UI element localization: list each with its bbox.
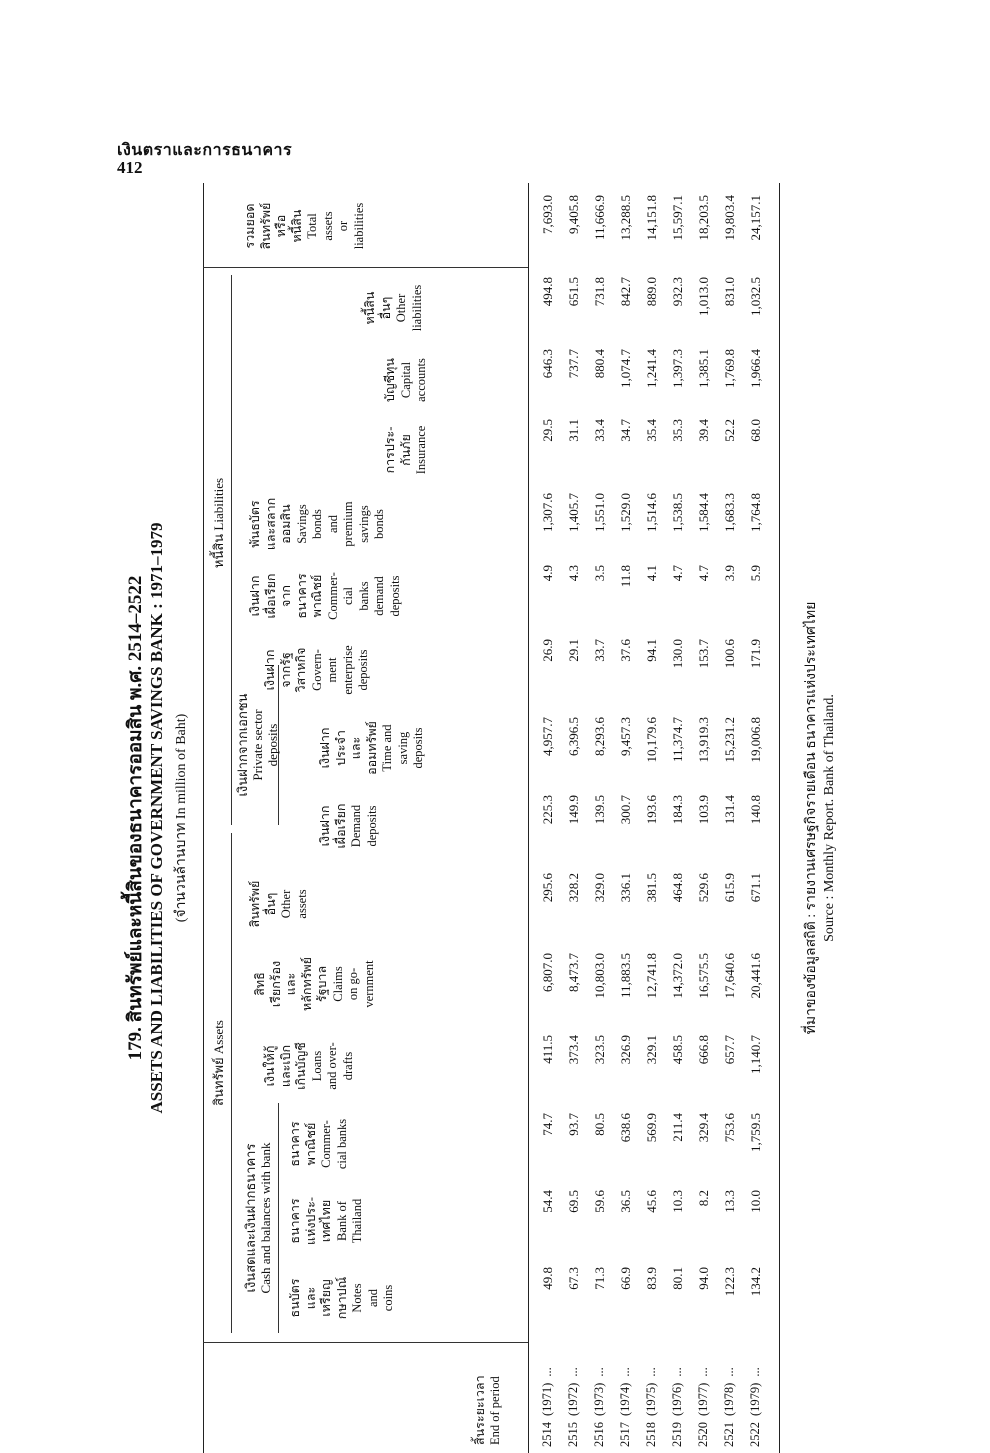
table-cell: 17,640.6 [722,953,737,999]
table-cell: 49.8 [540,1267,555,1290]
table-cell: 225.3 [540,795,555,825]
table-cell: 80.1 [670,1267,685,1290]
table-top-rule [203,183,204,1453]
column-header-notes: ธนบัตร และ เหรียญ กษาปณ์ Notes and coins [288,1276,395,1320]
table-cell: 7,693.0 [540,195,555,234]
table-cell: 1,385.1 [696,349,711,388]
table-cell: 1,514.6 [644,493,659,532]
table-cell: 8.2 [696,1190,711,1207]
table-cell: 35.3 [670,419,685,442]
table-cell: 842.7 [618,277,633,307]
table-cell: 329.4 [696,1113,711,1143]
cash-group-header: เงินสดและเงินฝากธนาคาร Cash and balances with bank [243,1142,273,1294]
table-cell: 494.8 [540,277,555,307]
table-cell: 1,966.4 [748,349,763,388]
table-cell: 184.3 [670,795,685,825]
table-cell: 4.7 [696,565,711,582]
table-cell: 19,006.8 [748,717,763,763]
row-period-label: 2521 (1978) ... [722,1367,736,1447]
table-cell: 20,441.6 [748,953,763,999]
column-header-claims: สิทธิ เรียกร้อง และ หลักทรัพย์ รัฐบาล Claims on go- vernment [253,957,376,1011]
column-header-commercial: ธนาคาร พาณิชย์ Commer- cial banks [288,1118,349,1170]
table-cell: 10.0 [748,1190,763,1213]
table-cell: 1,397.3 [670,349,685,388]
assets-bracket [231,833,232,1333]
total-divider [203,267,528,268]
table-cell: 15,597.1 [670,195,685,241]
table-cell: 13.3 [722,1190,737,1213]
row-period-label: 2520 (1977) ... [696,1367,710,1447]
table-cell: 1,538.5 [670,493,685,532]
table-cell: 615.9 [722,873,737,903]
table-cell: 29.5 [540,419,555,442]
table-cell: 37.6 [618,639,633,662]
table-cell: 1,759.5 [748,1113,763,1152]
table-cell: 171.9 [748,639,763,669]
table-cell: 464.8 [670,873,685,903]
table-cell: 1,307.6 [540,493,555,532]
table-cell: 737.7 [566,349,581,379]
table-cell: 4.7 [670,565,685,582]
table-cell: 6,396.5 [566,717,581,756]
table-cell: 411.5 [540,1035,555,1064]
table-cell: 731.8 [592,277,607,307]
table-cell: 666.8 [696,1035,711,1065]
table-cell: 24,157.1 [748,195,763,241]
table-cell: 11,666.9 [592,195,607,241]
table-cell: 134.2 [748,1267,763,1297]
table-cell: 35.4 [644,419,659,442]
table-cell: 19,803.4 [722,195,737,241]
table-cell: 131.4 [722,795,737,825]
column-header-capital: บัญชีทุน Capital accounts [383,358,428,402]
table-cell: 66.9 [618,1267,633,1290]
table-cell: 12,741.8 [644,953,659,999]
table-cell: 889.0 [644,277,659,307]
cash-bracket [278,1103,279,1333]
source-note-thai: ที่มาของข้อมูลสถิติ : รายงานเศรษฐกิจรายเดือน ธนาคารแห่งประเทศไทย [804,601,819,1035]
table-cell: 83.9 [644,1267,659,1290]
table-cell: 3.5 [592,565,607,582]
table-cell: 323.5 [592,1035,607,1065]
table-cell: 94.1 [644,639,659,662]
table-cell: 9,405.8 [566,195,581,234]
table-cell: 193.6 [644,795,659,825]
table-cell: 4.3 [566,565,581,582]
table-cell: 153.7 [696,639,711,669]
column-header-demand: เงินฝาก เผื่อเรียก Demand deposits [318,803,379,849]
table-cell: 8,473.7 [566,953,581,992]
table-cell: 1,140.7 [748,1035,763,1074]
table-cell: 94.0 [696,1267,711,1290]
table-cell: 1,032.5 [748,277,763,316]
table-cell: 5.9 [748,565,763,582]
table-cell: 1,529.0 [618,493,633,532]
table-cell: 34.7 [618,419,633,442]
table-cell: 1,241.4 [644,349,659,388]
row-period-label: 2518 (1975) ... [644,1367,658,1447]
table-cell: 529.6 [696,873,711,903]
table-title-thai: 179. สินทรัพย์และหนี้สินของธนาคารออมสิน พ.ศ. 2514–2522 [125,575,146,1061]
column-header-comm-bank-dep: เงินฝาก เผื่อเรียก จาก ธนาคาร พาณิชย์ Commer- cial banks demand deposits [248,572,402,620]
table-cell: 1,769.8 [722,349,737,388]
row-period-label: 2519 (1976) ... [670,1367,684,1447]
rotated-table-page [110,183,880,1453]
table-cell: 211.4 [670,1113,685,1142]
table-cell: 1,584.4 [696,493,711,532]
table-bottom-rule [779,183,780,1453]
table-cell: 149.9 [566,795,581,825]
table-cell: 67.3 [566,1267,581,1290]
table-cell: 651.5 [566,277,581,307]
table-cell: 33.7 [592,639,607,662]
table-cell: 59.6 [592,1190,607,1213]
column-header-insurance: การประ- กันภัย Insurance [383,425,428,475]
table-cell: 36.5 [618,1190,633,1213]
table-cell: 10.3 [670,1190,685,1213]
table-cell: 328.2 [566,873,581,903]
assets-liabilities-table [203,183,780,1453]
table-cell: 68.0 [748,419,763,442]
column-header-bot: ธนาคาร แห่งประ- เทศไทย Bank of Thailand [288,1197,364,1245]
table-cell: 93.7 [566,1113,581,1136]
table-cell: 295.6 [540,873,555,903]
table-cell: 80.5 [592,1113,607,1136]
table-cell: 569.9 [644,1113,659,1143]
table-cell: 8,293.6 [592,717,607,756]
column-header-govt-ent: เงินฝาก จากรัฐ วิสาหกิจ Govern- ment enterprise deposits [263,645,370,695]
table-cell: 880.4 [592,349,607,379]
table-cell: 932.3 [670,277,685,307]
table-cell: 329.1 [644,1035,659,1065]
table-cell: 71.3 [592,1267,607,1290]
table-cell: 14,151.8 [644,195,659,241]
table-cell: 373.4 [566,1035,581,1065]
period-header: สิ้นระยะเวลา End of period [473,1375,502,1445]
table-cell: 130.0 [670,639,685,669]
table-cell: 646.3 [540,349,555,379]
table-cell: 657.7 [722,1035,737,1065]
table-cell: 1,405.7 [566,493,581,532]
column-header-time-saving: เงินฝาก ประจำ และ ออมทรัพย์ Time and saving deposits [318,721,425,775]
table-cell: 52.2 [722,419,737,442]
private-deposits-header: เงินฝากจากเอกชน Private sector deposits [235,693,280,797]
row-period-label: 2515 (1972) ... [566,1367,580,1447]
table-cell: 100.6 [722,639,737,669]
liabilities-group-header: หนี้สิน Liabilities [211,477,226,569]
table-cell: 326.9 [618,1035,633,1065]
table-header-rule [528,183,529,1453]
table-cell: 16,575.5 [696,953,711,999]
table-cell: 671.1 [748,873,763,903]
table-cell: 4.9 [540,565,555,582]
table-cell: 10,179.6 [644,717,659,763]
table-cell: 638.6 [618,1113,633,1143]
table-cell: 103.9 [696,795,711,825]
table-cell: 31.1 [566,419,581,442]
table-cell: 11,883.5 [618,953,633,999]
table-cell: 4,957.7 [540,717,555,756]
running-section-title: เงินตราและการธนาคาร [117,142,293,159]
table-cell: 329.0 [592,873,607,903]
table-cell: 4.1 [644,565,659,582]
table-cell: 11.8 [618,565,633,588]
table-cell: 18,203.5 [696,195,711,241]
source-note-english: Source : Monthly Report. Bank of Thailand. [822,694,837,942]
column-header-savings-bonds: พันธบัตร และสลาก ออมสิน Savings bonds and premium savings bonds [248,497,386,551]
table-cell: 9,457.3 [618,717,633,756]
column-header-other-assets: สินทรัพย์ อื่นๆ Other assets [248,880,309,928]
table-cell: 14,372.0 [670,953,685,999]
table-cell: 10,803.0 [592,953,607,999]
table-cell: 74.7 [540,1113,555,1136]
table-cell: 1,074.7 [618,349,633,388]
table-cell: 45.6 [644,1190,659,1213]
table-cell: 39.4 [696,419,711,442]
table-cell: 26.9 [540,639,555,662]
table-cell: 1,764.8 [748,493,763,532]
table-cell: 29.1 [566,639,581,662]
row-period-label: 2517 (1974) ... [618,1367,632,1447]
table-cell: 139.5 [592,795,607,825]
liabilities-bracket [231,275,232,825]
period-divider [203,1342,528,1343]
table-cell: 1,551.0 [592,493,607,532]
assets-group-header: สินทรัพย์ Assets [211,1020,226,1106]
row-period-label: 2516 (1973) ... [592,1367,606,1447]
table-cell: 336.1 [618,873,633,903]
table-cell: 753.6 [722,1113,737,1143]
table-cell: 122.3 [722,1267,737,1297]
column-header-total: รวมยอด สินทรัพย์ หรือ หนี้สิน Total assets or liabilities [243,202,366,250]
table-cell: 13,919.3 [696,717,711,763]
row-period-label: 2514 (1971) ... [540,1367,554,1447]
table-cell: 15,231.2 [722,717,737,763]
page-number: 412 [117,158,143,177]
table-cell: 1,683.3 [722,493,737,532]
table-cell: 831.0 [722,277,737,307]
table-cell: 381.5 [644,873,659,903]
table-cell: 69.5 [566,1190,581,1213]
table-cell: 1,013.0 [696,277,711,316]
table-cell: 13,288.5 [618,195,633,241]
column-header-other-liab: หนี้สิน อื่นๆ Other liabilities [363,284,424,332]
table-cell: 33.4 [592,419,607,442]
table-cell: 300.7 [618,795,633,825]
table-unit-note: (จำนวนล้านบาท In million of Baht) [174,713,189,923]
table-cell: 140.8 [748,795,763,825]
table-cell: 6,807.0 [540,953,555,992]
table-cell: 11,374.7 [670,717,685,763]
table-cell: 458.5 [670,1035,685,1065]
column-header-loans: เงินให้กู้ และเบิก เกินบัญชี Loans and over- drafts [263,1042,355,1090]
row-period-label: 2522 (1979) ... [748,1367,762,1447]
table-title-english: ASSETS AND LIABILITIES OF GOVERNMENT SAVINGS BANK : 1971–1979 [147,522,166,1114]
table-cell: 3.9 [722,565,737,582]
table-cell: 54.4 [540,1190,555,1213]
